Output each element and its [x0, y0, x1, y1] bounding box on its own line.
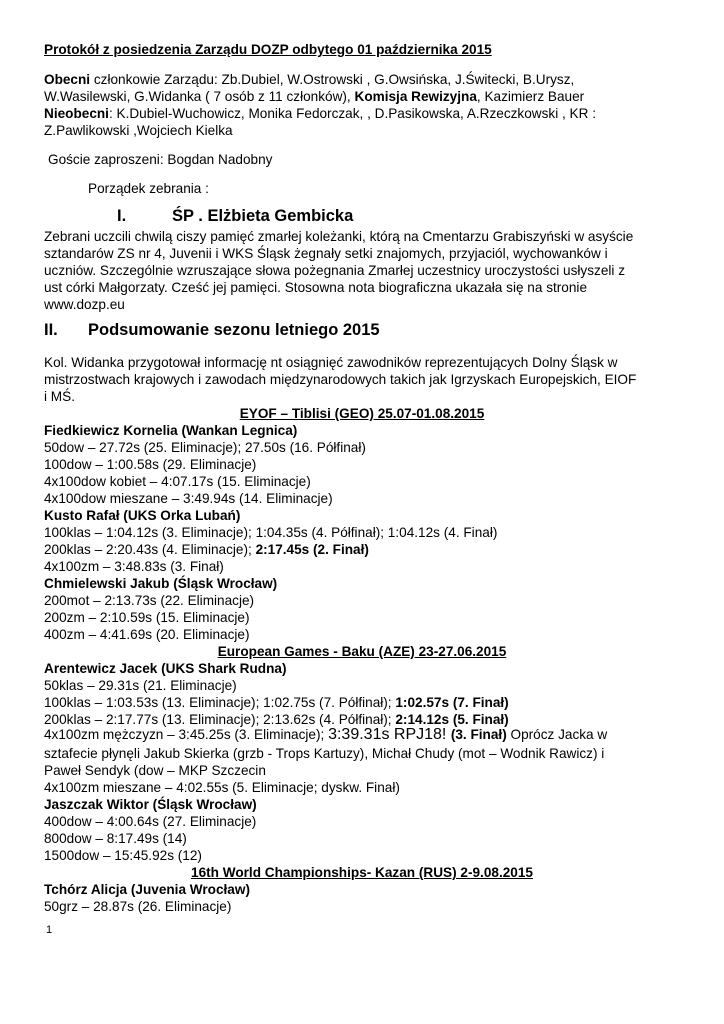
egames-athlete-1-result-2a: 100klas – 1:03.53s (13. Eliminacje); 1:02.75s (7. Półfinał); — [44, 695, 396, 710]
eyof-athlete-2-result-3: 4x100zm – 3:48.83s (3. Finał) — [44, 559, 224, 574]
absent-label: Nieobecni — [44, 106, 109, 121]
egames-athlete-1-result-3b: 2:14.12s (5. Finał) — [395, 712, 509, 727]
section2-heading: Podsumowanie sezonu letniego 2015 — [88, 321, 380, 339]
guests-line: Goście zaproszeni: Bogdan Nadobny — [48, 152, 273, 167]
egames-athlete-2-result-2: 800dow – 8:17.49s (14) — [44, 831, 187, 846]
eyof-heading: EYOF – Tiblisi (GEO) 25.07-01.08.2015 — [239, 406, 485, 421]
section1-number: I. — [117, 207, 127, 225]
eyof-athlete-3-result-3: 400zm – 4:41.69s (20. Eliminacje) — [44, 627, 250, 642]
absent-line-1 — [44, 106, 596, 123]
egames-athlete-1-result-4c: (3. Finał) — [450, 727, 507, 742]
section1-line-1: Zebrani uczcili chwilą ciszy pamięć zmarłej koleżanki, którą na Cmentarzu Grabiszyński w asyście — [44, 229, 634, 244]
eyof-athlete-1-result-2: 100dow – 1:00.58s (29. Eliminacje) — [44, 457, 257, 472]
section1-heading: ŚP . Elżbieta Gembicka — [172, 207, 354, 225]
eyof-athlete-2-result-2b: 2:17.45s (2. Finał) — [255, 542, 369, 557]
eyof-athlete-3-result-2: 200zm – 2:10.59s (15. Eliminacje) — [44, 610, 250, 625]
absent-text-1: : K.Dubiel-Wuchowicz, Monika Fedorczak, , D.Pasikowska, A.Rzeczkowski , KR : — [108, 106, 596, 121]
present-text-2b: , Kazimierz Bauer — [476, 89, 585, 104]
section2-intro-3: i MŚ. — [44, 389, 75, 404]
present-line-2 — [44, 89, 584, 106]
eyof-athlete-3-name: Chmielewski Jakub (Śląsk Wrocław) — [44, 576, 278, 591]
present-label: Obecni — [44, 72, 91, 87]
present-text-2a: W.Wasilewski, G.Widanka ( 7 osób z 11 członków), — [44, 89, 355, 104]
present-text-1: członkowie Zarządu: Zb.Dubiel, W.Ostrowski , G.Owsińska, J.Świtecki, B.Urysz, — [90, 72, 575, 87]
egames-athlete-1-result-3a: 200klas – 2:17.77s (13. Eliminacje); 2:13.62s (4. Półfinał); — [44, 712, 396, 727]
agenda-label: Porządek zebrania : — [88, 181, 209, 196]
egames-athlete-1-result-4 — [44, 727, 607, 744]
eyof-athlete-2-name: Kusto Rafał (UKS Orka Lubań) — [44, 508, 241, 523]
egames-athlete-1-result-1: 50klas – 29.31s (21. Eliminacje) — [44, 678, 237, 693]
egames-athlete-1-result-4d: Oprócz Jacka w — [506, 727, 608, 742]
egames-athlete-1-result-6: Paweł Sendyk (dow – MKP Szczecin — [44, 763, 266, 778]
document-title: Protokół z posiedzenia Zarządu DOZP odbytego 01 października 2015 — [44, 42, 492, 57]
audit-committee-label: Komisja Rewizyjna — [354, 89, 477, 104]
egames-heading: European Games - Baku (AZE) 23-27.06.2015 — [217, 644, 507, 659]
absent-line-2: Z.Pawlikowski ,Wojciech Kielka — [44, 123, 233, 138]
eyof-athlete-2-result-2a: 200klas – 2:20.43s (4. Eliminacje); — [44, 542, 256, 557]
egames-athlete-1-name: Arentewicz Jacek (UKS Shark Rudna) — [44, 661, 287, 676]
egames-athlete-1-result-7: 4x100zm mieszane – 4:02.55s (5. Eliminacje; dyskw. Finał) — [44, 780, 400, 795]
section2-intro-1: Kol. Widanka przygotował informację nt osiągnięć zawodników reprezentujących Dolny Śląsk w — [44, 355, 618, 370]
page-number: 1 — [46, 924, 53, 936]
worlds-athlete-1-name: Tchórz Alicja (Juvenia Wrocław) — [44, 882, 250, 897]
egames-athlete-2-result-3: 1500dow – 15:45.92s (12) — [44, 848, 202, 863]
egames-athlete-1-result-2b: 1:02.57s (7. Finał) — [395, 695, 509, 710]
eyof-athlete-2-result-2 — [44, 542, 369, 559]
eyof-athlete-1-result-4: 4x100dow mieszane – 3:49.94s (14. Eliminacje) — [44, 491, 333, 506]
eyof-athlete-1-result-1: 50dow – 27.72s (25. Eliminacje); 27.50s (16. Półfinał) — [44, 440, 366, 455]
eyof-athlete-1-name: Fiedkiewicz Kornelia (Wankan Legnica) — [44, 423, 298, 438]
egames-athlete-1-record: 3:39.31s RPJ18! — [328, 726, 451, 743]
section1-line-3: uczniów. Szczególnie wzruszające słowa pożegnania Zmarłej uczestnicy uroczystości usłyszeli z — [44, 263, 625, 278]
section2-intro-2: mistrzostwach krajowych i zawodach międzynarodowych takich jak Igrzyskach Europejskich, EIOF — [44, 372, 637, 387]
worlds-athlete-1-result-1: 50grz – 28.87s (26. Eliminacje) — [44, 899, 232, 914]
eyof-athlete-1-result-3: 4x100dow kobiet – 4:07.17s (15. Eliminacje) — [44, 474, 311, 489]
present-line-1 — [44, 72, 574, 89]
egames-athlete-1-result-5: sztafecie płynęli Jakub Skierka (grzb - Trops Kartuzy), Michał Chudy (mot – Wodnik Rawicz) i — [44, 746, 605, 761]
section2-number: II. — [44, 321, 58, 339]
section1-line-4: ust córki Małgorzaty. Cześć jej pamięci. Stosowna nota biograficzna ukazała się na stronie — [44, 280, 587, 295]
eyof-athlete-3-result-1: 200mot – 2:13.73s (22. Eliminacje) — [44, 593, 255, 608]
section1-line-2: sztandarów ZS nr 4, Juvenii i WKS Śląsk żegnały setki znajomych, przyjaciól, wychowanków i — [44, 246, 608, 261]
egames-athlete-1-result-2 — [44, 695, 509, 712]
egames-athlete-2-result-1: 400dow – 4:00.64s (27. Eliminacje) — [44, 814, 257, 829]
egames-athlete-2-name: Jaszczak Wiktor (Śląsk Wrocław) — [44, 797, 257, 812]
eyof-athlete-2-result-1: 100klas – 1:04.12s (3. Eliminacje); 1:04.35s (4. Półfinał); 1:04.12s (4. Finał) — [44, 525, 498, 540]
egames-athlete-1-result-4a: 4x100zm mężczyzn – 3:45.25s (3. Eliminacje); — [44, 727, 329, 742]
worlds-heading: 16th World Championships- Kazan (RUS) 2-9.08.2015 — [191, 865, 533, 880]
section1-line-5: www.dozp.eu — [44, 297, 125, 312]
